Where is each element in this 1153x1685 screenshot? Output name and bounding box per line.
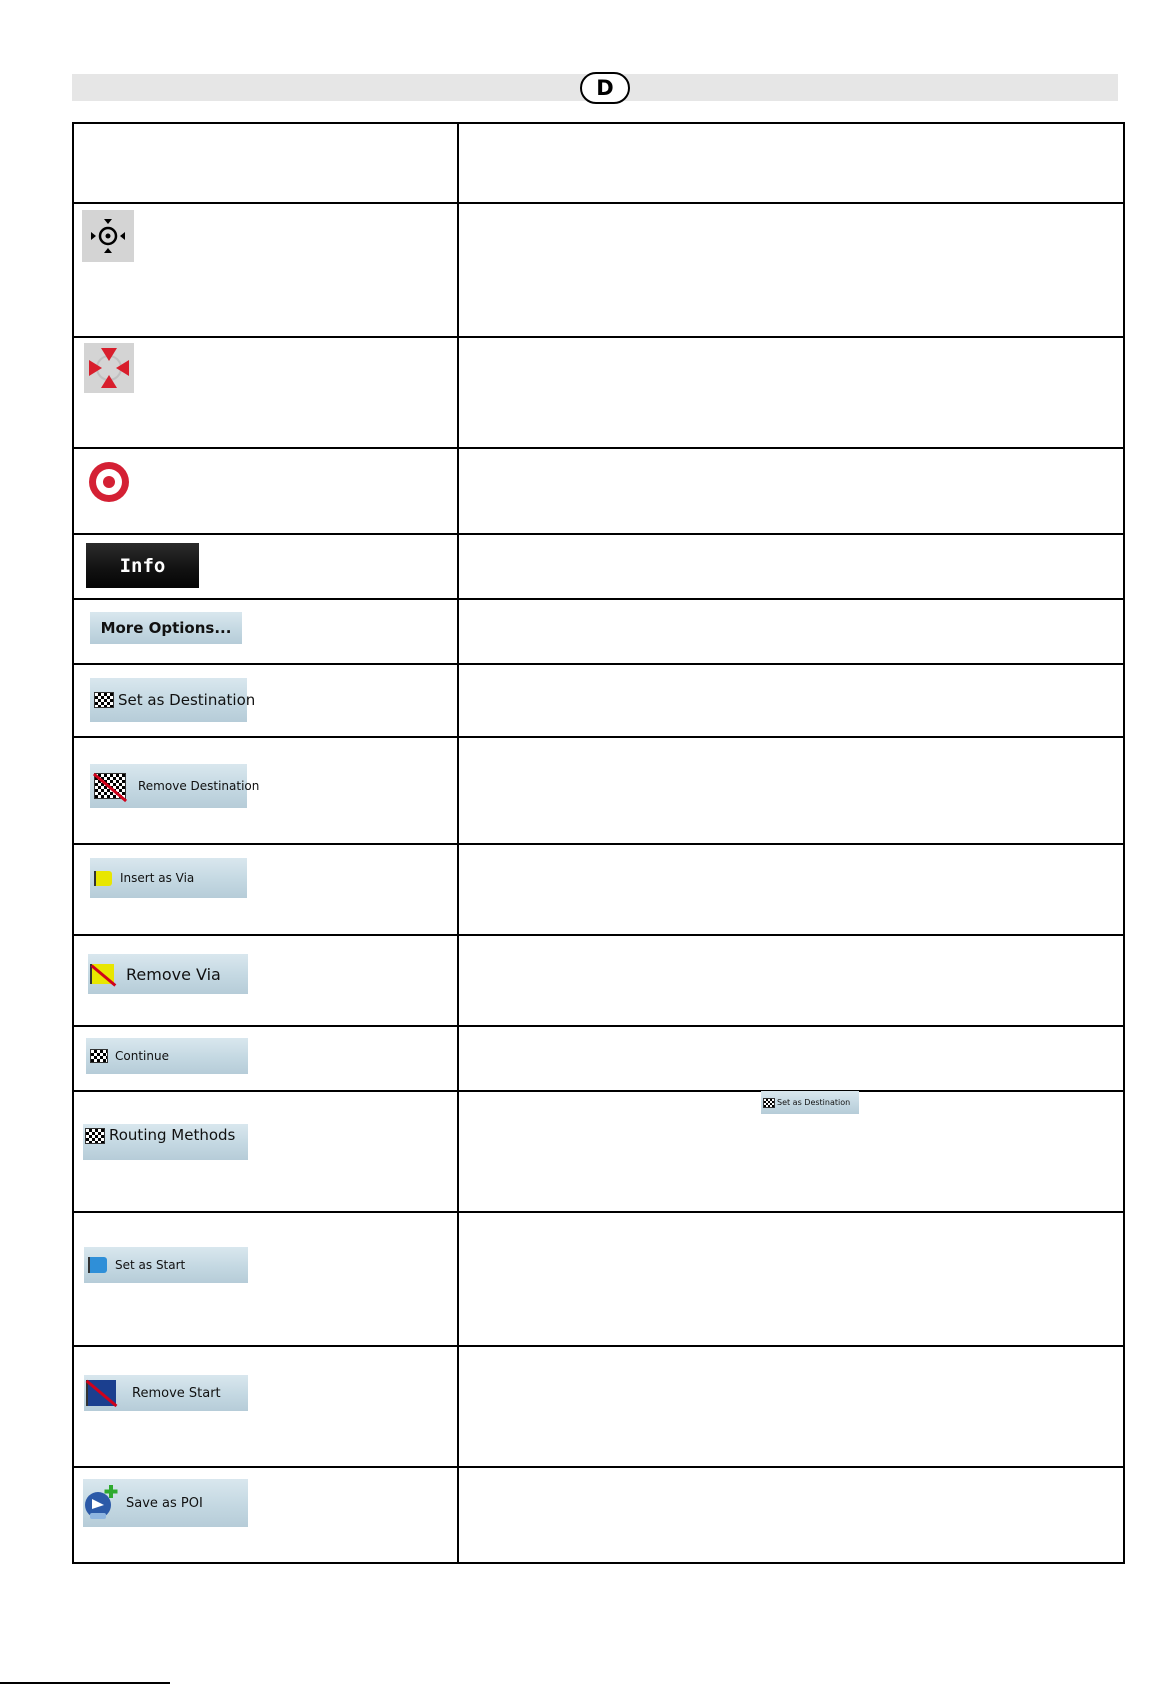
table-row	[73, 599, 1124, 664]
set-as-destination-button[interactable]: Set as Destination	[90, 678, 247, 722]
table-cell-description	[458, 664, 1124, 737]
table-row	[73, 1212, 1124, 1346]
inline-set-as-destination-button: Set as Destination	[761, 1091, 859, 1114]
table-cell-icon	[73, 1091, 458, 1212]
table-cell-icon	[73, 534, 458, 599]
table-row	[73, 1091, 1124, 1212]
feature-table	[72, 122, 1125, 1564]
checkered-flag-icon	[94, 773, 126, 799]
table-cell-icon	[73, 448, 458, 534]
blue-flag-icon	[88, 1257, 107, 1273]
table-row	[73, 664, 1124, 737]
table-row	[73, 448, 1124, 534]
table-row	[73, 1026, 1124, 1091]
checkered-flag-icon	[94, 692, 114, 708]
checkered-flag-icon	[85, 1128, 105, 1144]
table-cell-description	[458, 935, 1124, 1026]
table-cell-icon	[73, 1026, 458, 1091]
table-cell-icon	[73, 1212, 458, 1346]
table-cell-icon	[73, 599, 458, 664]
table-cell-icon	[73, 664, 458, 737]
remove-destination-button[interactable]: Remove Destination	[90, 764, 247, 808]
routing-methods-button[interactable]: Routing Methods	[83, 1124, 248, 1160]
table-cell-description	[458, 599, 1124, 664]
footer-rule	[0, 1682, 170, 1684]
table-row	[73, 844, 1124, 935]
poi-add-icon	[84, 1483, 120, 1523]
remove-start-button[interactable]: Remove Start	[84, 1375, 248, 1411]
table-row	[73, 737, 1124, 844]
table-cell-icon	[73, 1467, 458, 1563]
insert-as-via-button[interactable]: Insert as Via	[90, 858, 247, 898]
table-cell-icon	[73, 123, 458, 203]
save-as-poi-button[interactable]: Save as POI	[83, 1479, 248, 1527]
info-button[interactable]: Info	[86, 543, 199, 588]
table-row	[73, 123, 1124, 203]
yellow-flag-icon	[90, 964, 114, 984]
yellow-flag-icon	[94, 871, 112, 886]
continue-button[interactable]: Continue	[86, 1038, 248, 1074]
table-cell-icon	[73, 935, 458, 1026]
table-cell-description	[458, 203, 1124, 337]
table-cell-icon	[73, 1346, 458, 1467]
blue-flag-icon	[86, 1380, 116, 1406]
set-as-start-button[interactable]: Set as Start	[84, 1247, 248, 1283]
table-cell-description	[458, 337, 1124, 448]
table-cell-description	[458, 123, 1124, 203]
table-cell-icon	[73, 737, 458, 844]
checkered-flag-icon	[90, 1049, 108, 1063]
table-row	[73, 337, 1124, 448]
table-cell-description	[458, 534, 1124, 599]
table-row	[73, 1467, 1124, 1563]
table-row	[73, 935, 1124, 1026]
more-options-button[interactable]: More Options...	[90, 612, 242, 644]
table-cell-description	[458, 1026, 1124, 1091]
table-row	[73, 1346, 1124, 1467]
table-cell-description	[458, 1346, 1124, 1467]
country-badge: D	[580, 72, 630, 104]
checkered-flag-icon	[763, 1098, 775, 1108]
table-row	[73, 534, 1124, 599]
table-cell-description	[458, 737, 1124, 844]
table-cell-description	[458, 1212, 1124, 1346]
table-cell-description	[458, 844, 1124, 935]
remove-via-button[interactable]: Remove Via	[88, 954, 248, 994]
target-icon[interactable]	[88, 461, 130, 503]
gps-position-icon[interactable]	[82, 210, 134, 262]
table-row	[73, 203, 1124, 337]
table-cell-icon	[73, 844, 458, 935]
cursor-crosshair-icon[interactable]	[84, 343, 134, 393]
table-cell-icon	[73, 203, 458, 337]
table-cell-description	[458, 1467, 1124, 1563]
table-cell-icon	[73, 337, 458, 448]
table-cell-description	[458, 448, 1124, 534]
